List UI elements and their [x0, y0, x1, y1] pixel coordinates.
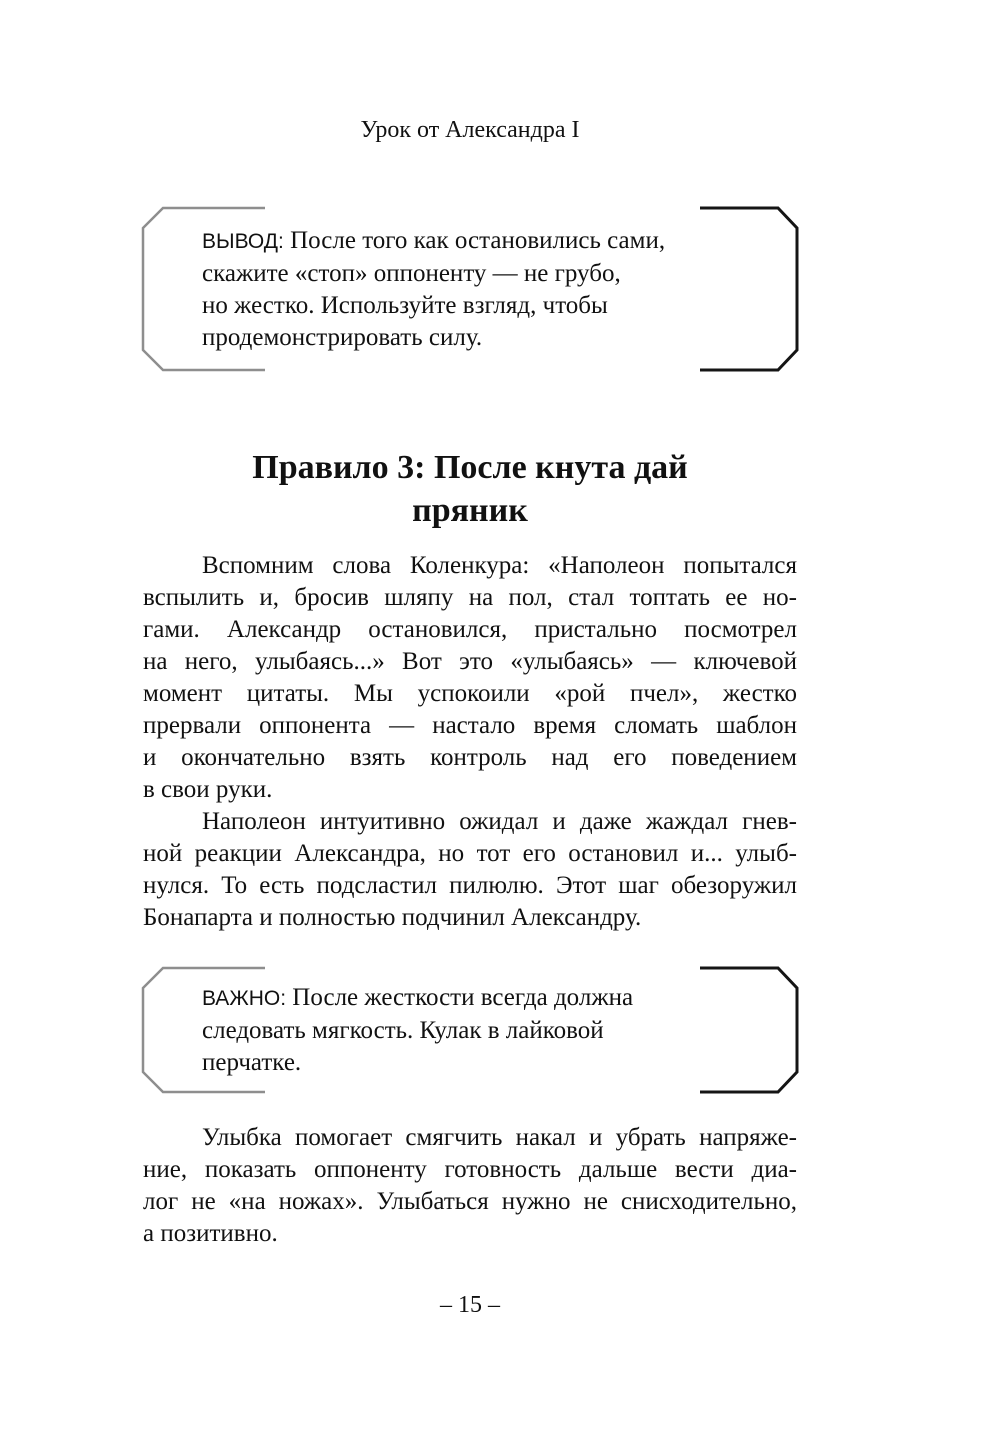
- paragraph-line: Вспомним слова Коленкура: «Наполеон попытался: [202, 552, 797, 579]
- body-text: [143, 1122, 797, 1250]
- paragraph-line: ние, показать оппоненту готовность дальше вести диа-: [143, 1156, 797, 1183]
- callout-line: скажите «стоп» оппоненту — не грубо,: [202, 260, 621, 287]
- callout-body: [202, 225, 665, 354]
- bracket-right: [700, 968, 797, 1092]
- body-paragraph: [143, 806, 797, 934]
- bracket-right: [700, 208, 797, 370]
- body-paragraph: [143, 550, 797, 806]
- paragraph-line: гами. Александр остановился, пристально посмотрел: [143, 616, 797, 643]
- callout-line-text: После того как остановились сами,: [290, 227, 666, 254]
- paragraph-line: момент цитаты. Мы успокоили «рой пчел», жестко: [143, 680, 797, 707]
- page-number: – 15 –: [440, 1292, 500, 1318]
- callout-line: продемонстрировать силу.: [202, 324, 483, 351]
- paragraph-line: на него, улыбаясь...» Вот это «улыбаясь» — ключевой: [143, 648, 797, 675]
- paragraph-line: а позитивно.: [143, 1220, 278, 1247]
- heading-line: пряник: [412, 492, 528, 529]
- paragraph-line: в свои руки.: [143, 776, 273, 803]
- callout-label: ВЫВОД:: [202, 230, 284, 253]
- callout-label: ВАЖНО:: [202, 987, 287, 1010]
- callout-line-text: После жесткости всегда должна: [292, 984, 634, 1011]
- paragraph-line: Наполеон интуитивно ожидал и даже жаждал гнев-: [202, 808, 797, 835]
- paragraph-line: Бонапарта и полностью подчинил Александру.: [143, 904, 642, 931]
- section-heading: [143, 446, 797, 532]
- callout-conclusion: [140, 205, 800, 373]
- paragraph-line: Улыбка помогает смягчить накал и убрать напряже-: [202, 1124, 797, 1151]
- body-paragraph: [143, 1122, 797, 1250]
- running-header: Урок от Александра I: [360, 117, 580, 143]
- callout-line: но жестко. Используйте взгляд, чтобы: [202, 292, 608, 319]
- heading-line: Правило 3: После кнута дай: [252, 449, 688, 486]
- callout-line: [202, 225, 665, 258]
- paragraph-line: и окончательно взять контроль над его поведением: [143, 744, 797, 771]
- callout-body: [202, 982, 633, 1079]
- paragraph-line: прервали оппонента — настало время сломать шаблон: [143, 712, 797, 739]
- callout-line: перчатке.: [202, 1049, 302, 1076]
- body-text: [143, 550, 797, 934]
- paragraph-line: ной реакции Александра, но тот его остановил и... улыб-: [143, 840, 797, 867]
- callout-line: следовать мягкость. Кулак в лайковой: [202, 1017, 604, 1044]
- callout-line: [202, 982, 633, 1015]
- paragraph-line: лог не «на ножах». Улыбаться нужно не снисходительно,: [143, 1188, 797, 1215]
- callout-important: [140, 965, 800, 1095]
- paragraph-line: вспылить и, бросив шляпу на пол, стал топтать ее но-: [143, 584, 797, 611]
- paragraph-line: нулся. То есть подсластил пилюлю. Этот шаг обезоружил: [143, 872, 797, 899]
